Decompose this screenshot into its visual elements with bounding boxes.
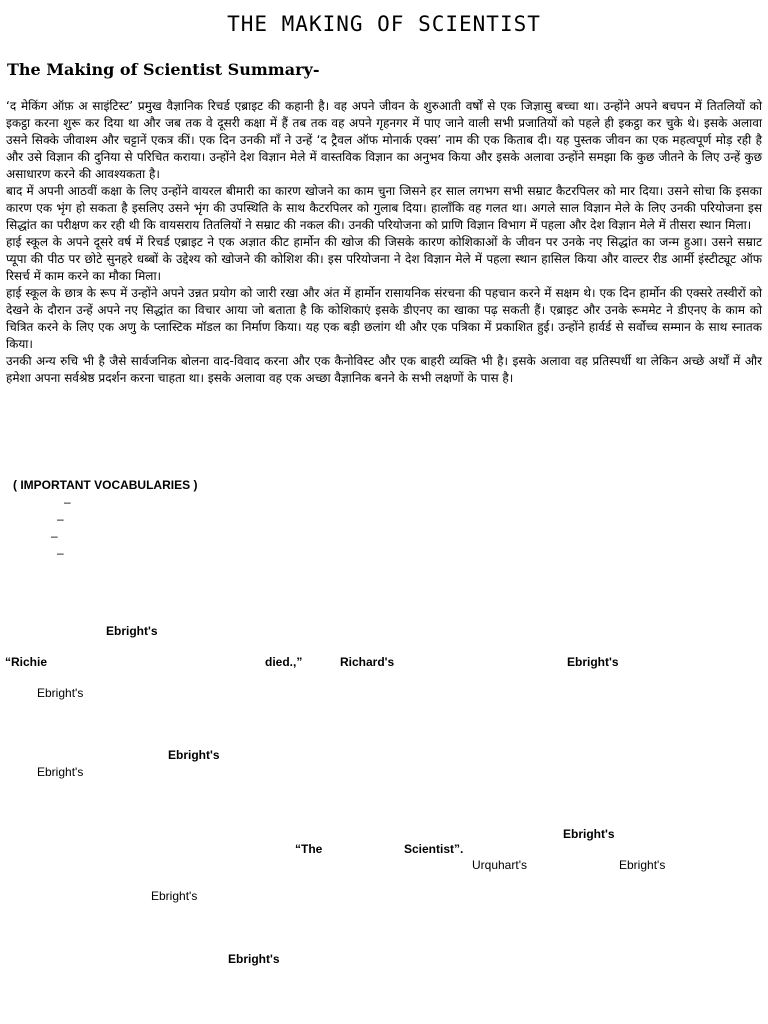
summary-paragraph: बाद में अपनी आठवीं कक्षा के लिए उन्होंने वायरल बीमारी का कारण खोजने का काम चुना जिसने हर साल लगभग सभी सम्राट कैटरपिलर को मार दिया। उसने सोचा कि इसका कारण एक भृंग हो सकता है इसलिए उसने भृंग की उपस्थिति के साथ कैटरपिलर को गुलाब दिया। हालाँकि वह गलत था। अगले साल विज्ञान मेले के लिए उनकी परियोजना इस सिद्धांत का परीक्षण कर रही थी कि वायसराय तितलियों ने सम्राट की नकल की। उनकी परियोजना को प्राणि विज्ञान विभाग में पहला और देश विज्ञान मेले में तीसरा स्थान मिला। — [6, 184, 762, 232]
summary-paragraph: हाई स्कूल के अपने दूसरे वर्ष में रिचर्ड एब्राइट ने एक अज्ञात कीट हार्मोन की खोज की जिसके कारण कोशिकाओं के जीवन पर उनके नए सिद्धांत का जन्म हुआ। उसने सम्राट प्यूपा की पीठ पर छोटे सुनहरे धब्बों के उद्देश्य को खोजने की कोशिश की। इस परियोजना ने देश विज्ञान मेले में पहला स्थान हासिल किया और वाल्टर रीड आर्मी इंस्टीट्यूट ऑफ रिसर्च में काम करने का मौका मिला। — [6, 235, 762, 283]
summary-heading: The Making of Scientist Summary- — [7, 60, 320, 79]
text-fragment: Ebright's — [37, 765, 84, 779]
summary-paragraph: हाई स्कूल के छात्र के रूप में उन्होंने अपने उन्नत प्रयोग को जारी रखा और अंत में हार्मोन रासायनिक संरचना की पहचान करने में सक्षम थे। एक दिन हार्मोन की एक्सरे तस्वीरों को देखने के दौरान उन्हें अपने नए सिद्धांत का विचार आया जो बताता है कि कोशिकाएं इसके डीएनए का खाका पढ़ सकती हैं। एब्राइट और उनके रूममेट ने डीएनए के काम को चित्रित करने के लिए एक अणु के प्लास्टिक मॉडल का निर्माण किया। यह एक बड़ी छलांग थी और एक पत्रिका में प्रकाशित हुई। उन्होंने हार्वर्ड से सर्वोच्च सम्मान के साथ स्नातक किया। — [6, 286, 762, 351]
text-fragment: “The — [295, 842, 323, 856]
text-fragment: died.,” — [265, 655, 303, 669]
vocab-dash: – — [57, 546, 64, 560]
text-fragment: Ebright's — [106, 624, 158, 638]
text-fragment: Ebright's — [228, 952, 280, 966]
vocab-dash: – — [57, 512, 64, 526]
summary-paragraph: ‘द मेकिंग ऑफ़ अ साइंटिस्ट’ प्रमुख वैज्ञानिक रिचर्ड एब्राइट की कहानी है। वह अपने जीवन के शुरुआती वर्षों से एक जिज्ञासु बच्चा था। उन्होंने अपने बचपन में तितलियों को इकट्ठा करना शुरू कर दिया था और जब तक वे दूसरी कक्षा में हैं तब तक वह अपने गृहनगर में पाए जाने वाली सभी प्रजातियों को पहले ही इकट्ठा कर चुके थे। इसके अलावा उसने सिक्के जीवाश्म और चट्टानें एकत्र कीं। एक दिन उनकी माँ ने उन्हें ‘द ट्रैवल ऑफ मोनार्क एक्स’ नाम की एक किताब दी। यह पुस्तक जीवन का एक महत्वपूर्ण मोड़ रही है और उसे विज्ञान की दुनिया से परिचित कराया। उन्होंने देश विज्ञान मेले में वास्तविक विज्ञान का अनुभव किया और इसके अलावा उन्होंने समझा कि कुछ जीतने के लिए उन्हें कुछ असाधारण करने की आवश्यकता है। — [6, 99, 762, 181]
text-fragment: Urquhart's — [472, 858, 527, 872]
text-fragment: Ebright's — [151, 889, 198, 903]
vocab-heading: ( IMPORTANT VOCABULARIES ) — [13, 478, 198, 492]
vocab-dash: – — [51, 529, 58, 543]
text-fragment: Ebright's — [37, 686, 84, 700]
text-fragment: Ebright's — [567, 655, 619, 669]
vocab-dash: – — [64, 495, 71, 509]
text-fragment: Ebright's — [619, 858, 666, 872]
text-fragment: Richard's — [340, 655, 395, 669]
text-fragment: “Richie — [5, 655, 48, 669]
summary-body — [6, 98, 762, 387]
text-fragment: Scientist”. — [404, 842, 464, 856]
document-title: THE MAKING OF SCIENTIST — [227, 12, 541, 36]
text-fragment: Ebright's — [563, 827, 615, 841]
text-fragment: Ebright's — [168, 748, 220, 762]
summary-paragraph: उनकी अन्य रुचि भी है जैसे सार्वजनिक बोलना वाद-विवाद करना और एक कैनोविस्ट और एक बाहरी व्यक्ति भी है। इसके अलावा वह प्रतिस्पर्धी था लेकिन अच्छे अर्थों में और हमेशा अपना सर्वश्रेष्ठ प्रदर्शन करना चाहता था। इसके अलावा वह एक अच्छा वैज्ञानिक बनने के सभी लक्षणों के पास है। — [6, 354, 762, 385]
